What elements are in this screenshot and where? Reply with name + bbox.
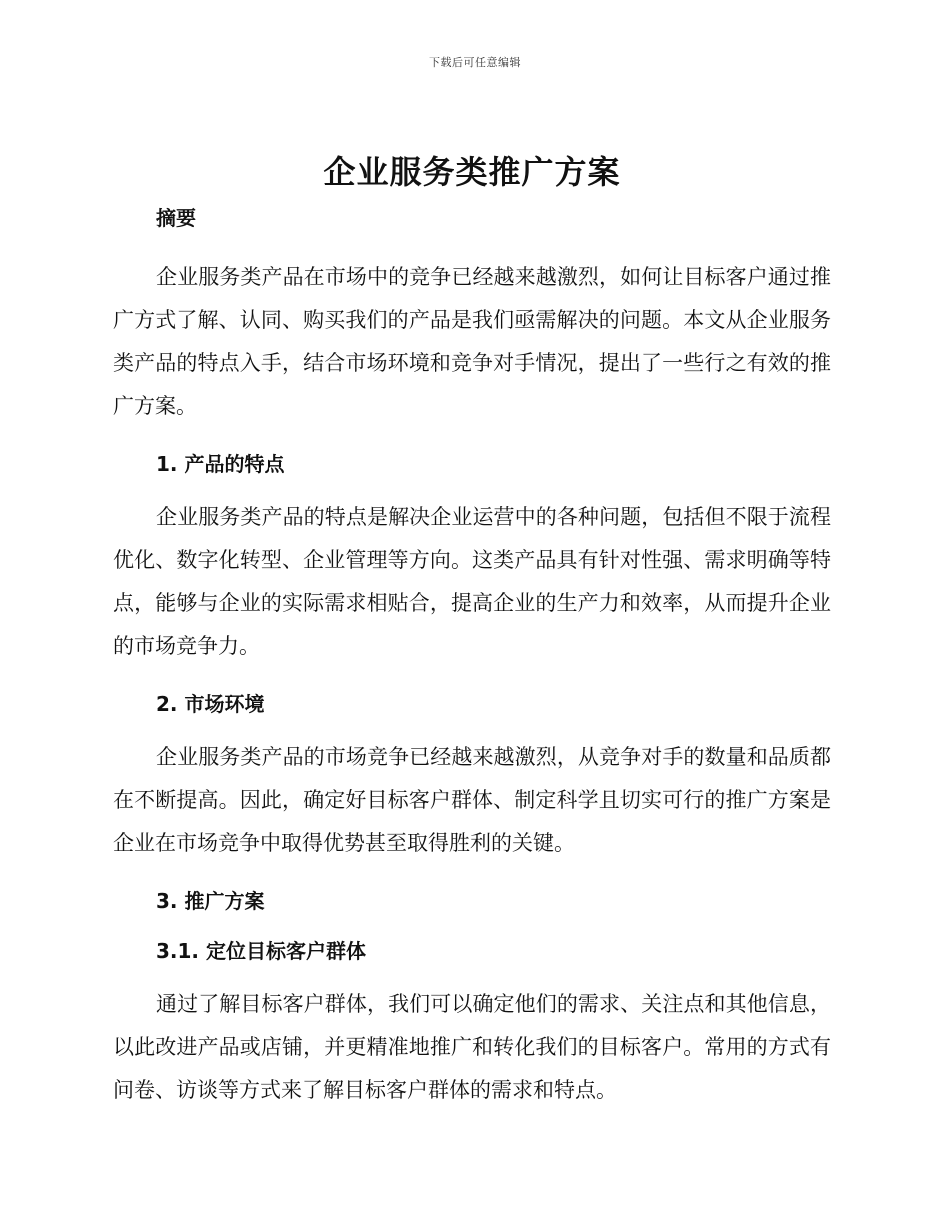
spacer xyxy=(113,965,831,983)
spacer xyxy=(113,428,831,450)
section-heading-target-customers: 3.1. 定位目标客户群体 xyxy=(156,939,366,963)
spacer xyxy=(113,668,831,690)
section-paragraph-target-customers: 通过了解目标客户群体，我们可以确定他们的需求、关注点和其他信息，以此改进产品或店铺，并更精准地推广和转化我们的目标客户。常用的方式有问卷、访谈等方式来了解目标客户群体的需求和特点。 xyxy=(113,992,831,1102)
section-paragraph-features: 企业服务类产品的特点是解决企业运营中的各种问题，包括但不限于流程优化、数字化转型、企业管理等方向。这类产品具有针对性强、需求明确等特点，能够与企业的实际需求相贴合，提高企业的生产力和效率，从而提升企业的市场竞争力。 xyxy=(113,505,831,658)
document-body xyxy=(113,148,831,1112)
spacer xyxy=(113,478,831,496)
section-heading-market: 2. 市场环境 xyxy=(156,692,265,716)
section-heading-features: 1. 产品的特点 xyxy=(156,452,285,476)
spacer xyxy=(113,865,831,887)
abstract-paragraph: 企业服务类产品在市场中的竞争已经越来越激烈，如何让目标客户通过推广方式了解、认同、购买我们的产品是我们亟需解决的问题。本文从企业服务类产品的特点入手，结合市场环境和竞争对手情况，提出了一些行之有效的推广方案。 xyxy=(113,265,831,418)
section-paragraph-market: 企业服务类产品的市场竞争已经越来越激烈，从竞争对手的数量和品质都在不断提高。因此，确定好目标客户群体、制定科学且切实可行的推广方案是企业在市场竞争中取得优势甚至取得胜利的关键。 xyxy=(113,745,831,855)
document-title: 企业服务类推广方案 xyxy=(323,153,621,191)
section-heading-plan: 3. 推广方案 xyxy=(156,889,265,913)
spacer xyxy=(113,915,831,937)
abstract-heading: 摘要 xyxy=(156,206,196,230)
spacer xyxy=(113,718,831,736)
header-note: 下载后可任意编辑 xyxy=(429,56,521,69)
